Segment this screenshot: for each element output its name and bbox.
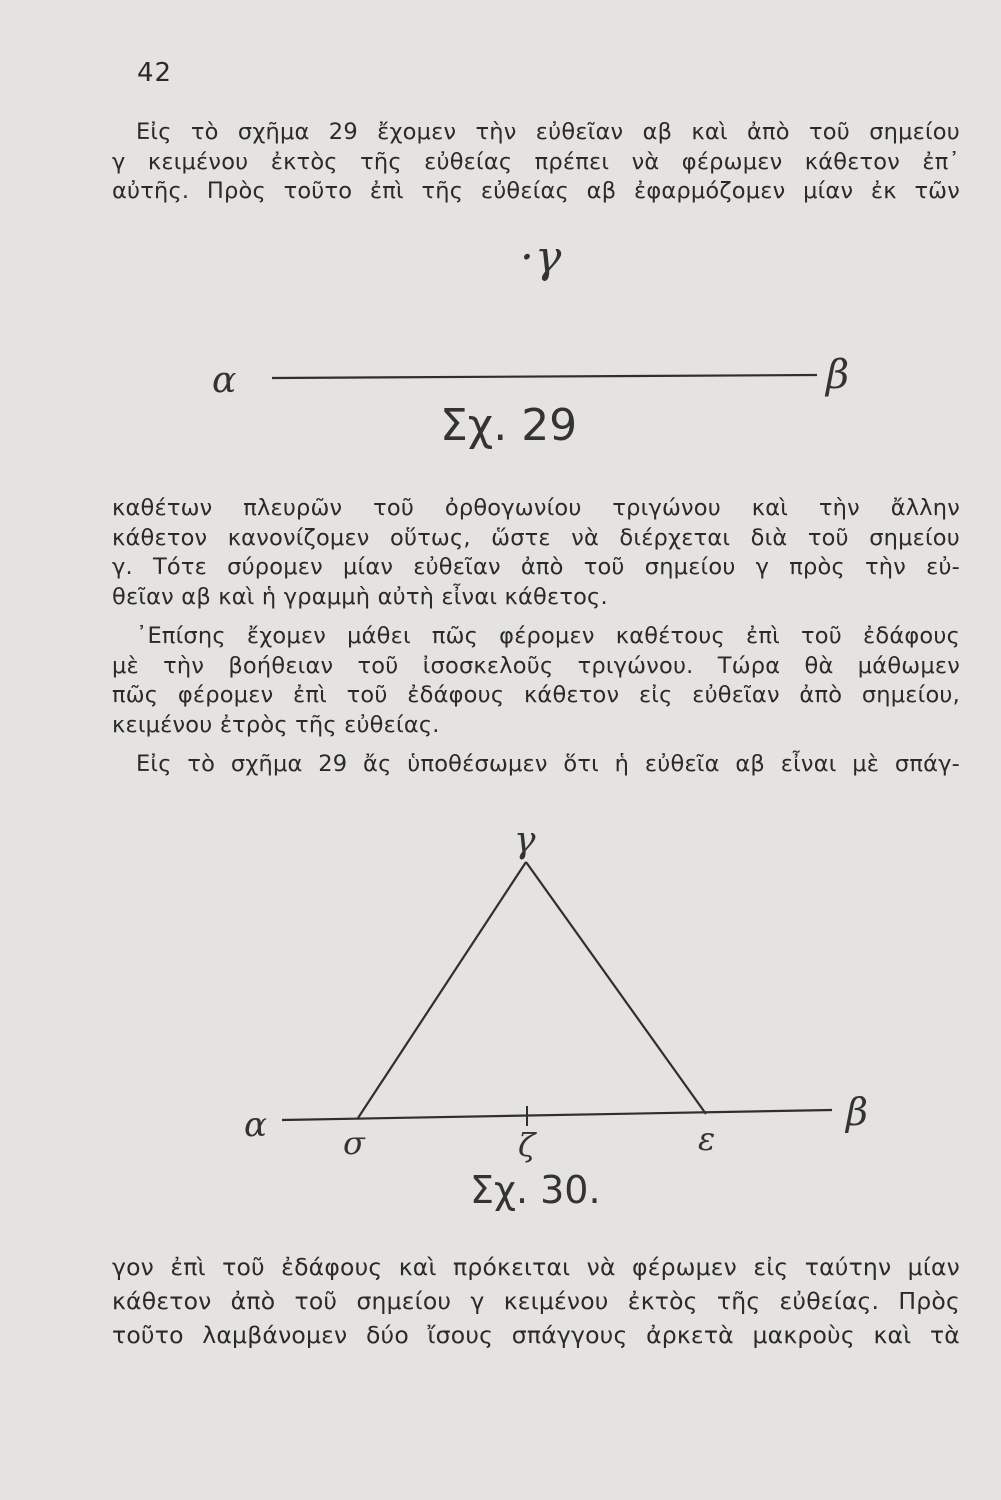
apex-gamma-label: γ (514, 820, 536, 861)
point-gamma-label: γ (535, 232, 562, 283)
point-zeta-label: ζ (518, 1126, 536, 1164)
page-number: 42 (137, 58, 173, 88)
paragraph-method (112, 1250, 960, 1352)
text-line: γον ἐπὶ τοῦ ἐδάφους καὶ πρόκειται νὰ φέρωμεν εἰς ταύτην μίαν (112, 1253, 960, 1281)
text-line: κάθετον ἀπὸ τοῦ σημείου γ κειμένου ἐκτὸς τῆς εὐθείας. Πρὸς (112, 1287, 960, 1315)
line-left-label: α (212, 360, 237, 401)
baseline-ab (282, 1110, 832, 1120)
text-line: μὲ τὴν βοήθειαν τοῦ ἰσοσκελοῦς τριγώνου. Τώρα θὰ μάθωμεν (112, 652, 960, 679)
text-line: τοῦτο λαμβάνομεν δύο ἴσους σπάγγους ἀρκετὰ μακροὺς καὶ τὰ (112, 1321, 960, 1349)
point-sigma-label: σ (343, 1124, 365, 1162)
text-line: κειμένου ἐτρὸς τῆς εὐθείας. (112, 711, 440, 738)
text-line: ᾿Επίσης ἔχομεν μάθει πῶς φέρομεν καθέτους ἐπὶ τοῦ ἐδάφους (136, 623, 960, 649)
text-line: Εἰς τὸ σχῆμα 29 ἔχομεν τὴν εὐθεῖαν αβ καὶ ἀπὸ τοῦ σημείου (136, 119, 960, 145)
triangle-left-side (358, 862, 526, 1118)
figure-30-caption: Σχ. 30. (470, 1168, 601, 1212)
line-left-label: α (244, 1105, 267, 1145)
text-line: αὐτῆς. Πρὸς τοῦτο ἐπὶ τῆς εὐθείας αβ ἐφαρμόζομεν μίαν ἐκ τῶν (112, 178, 960, 205)
triangle-right-side (526, 862, 706, 1114)
line-right-label: β (826, 352, 850, 398)
figure-29-caption: Σχ. 29 (440, 400, 578, 451)
text-line: Εἰς τὸ σχῆμα 29 ἄς ὑποθέσωμεν ὅτι ἡ εὐθεῖα αβ εἶναι μὲ σπάγ- (136, 751, 960, 777)
text-line: θεῖαν αβ καὶ ἡ γραμμὴ αὐτὴ εἶναι κάθετος. (112, 583, 608, 610)
line-right-label: β (846, 1090, 868, 1134)
text-line: κάθετον κανονίζομεν οὕτως, ὥστε νὰ διέρχεται διὰ τοῦ σημείου (112, 524, 960, 551)
text-line: γ. Τότε σύρομεν μίαν εὐθεῖαν ἀπὸ τοῦ σημείου γ πρὸς τὴν εὐ- (112, 554, 960, 581)
point-epsilon-label: ε (698, 1120, 716, 1158)
text-line: καθέτων πλευρῶν τοῦ ὀρθογωνίου τριγώνου καὶ τὴν ἄλλην (112, 495, 960, 521)
text-line: πῶς φέρομεν ἐπὶ τοῦ ἐδάφους κάθετον εἰς εὐθεῖαν ἀπὸ σημείου, (112, 682, 960, 709)
text-line: γ κειμένου ἐκτὸς τῆς εὐθείας πρέπει νὰ φέρωμεν κάθετον ἐπ᾿ (112, 148, 960, 175)
point-gamma-dot: · (520, 232, 534, 283)
